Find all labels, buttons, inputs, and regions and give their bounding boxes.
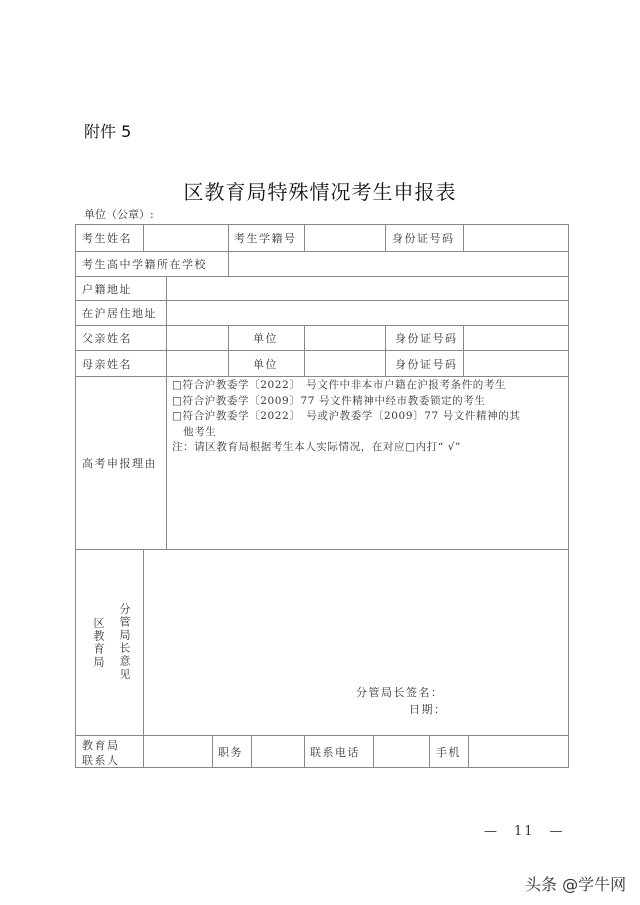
position-label: 职务: [218, 746, 243, 759]
reason-option-2[interactable]: □符合沪教委学〔2009〕77 号文件精神中经市教委锁定的考生: [172, 394, 486, 407]
reason-note: 注：请区教育局根据考生本人实际情况，在对应□内打“ √”: [172, 441, 461, 453]
date-label: 日期：: [409, 703, 447, 716]
reason-options: [172, 378, 520, 456]
shanghai-address-field[interactable]: [166, 300, 569, 326]
student-name-label: 考生姓名: [82, 232, 132, 245]
reason-option-3-cont: 他考生: [172, 425, 217, 438]
opinion-field[interactable]: [143, 549, 569, 736]
page-title: 区教育局特殊情况考生申报表: [183, 180, 457, 204]
opinion-label-district: 区教育局: [92, 617, 105, 669]
hukou-address-label: 户籍地址: [82, 283, 132, 296]
phone-field[interactable]: [373, 735, 430, 768]
school-field[interactable]: [228, 251, 569, 277]
mother-id-label: 身份证号码: [395, 358, 458, 371]
unit-seal-label: 单位（公章）:: [84, 208, 154, 221]
id-no-label: 身份证号码: [392, 232, 455, 245]
watermark: 头条 @学牛网: [525, 875, 627, 894]
student-reg-no-label: 考生学籍号: [234, 232, 297, 245]
mother-id-field[interactable]: [463, 350, 569, 377]
school-label: 考生高中学籍所在学校: [82, 258, 207, 271]
mobile-label: 手机: [436, 746, 461, 759]
cell-opinion-label: [75, 549, 144, 736]
father-name-label: 父亲姓名: [82, 332, 132, 345]
signature-label: 分管局长签名：: [356, 686, 444, 699]
page-number: — 11 —: [484, 824, 565, 839]
mother-name-field[interactable]: [166, 350, 229, 377]
reason-label: 高考申报理由: [82, 457, 157, 470]
father-unit-label: 单位: [253, 332, 278, 345]
father-unit-field[interactable]: [304, 325, 386, 351]
mobile-field[interactable]: [468, 735, 569, 768]
opinion-label-deputy: 分管局长意见: [118, 603, 131, 681]
student-name-field[interactable]: [143, 224, 229, 252]
father-id-field[interactable]: [463, 325, 569, 351]
reason-option-1[interactable]: □符合沪教委学〔2022〕 号文件中非本市户籍在沪报考条件的考生: [172, 379, 507, 391]
position-field[interactable]: [251, 735, 305, 768]
hukou-address-field[interactable]: [166, 276, 569, 301]
mother-unit-label: 单位: [253, 358, 278, 371]
attachment-label: 附件 5: [84, 122, 132, 141]
contact-name-field[interactable]: [143, 735, 213, 768]
phone-label: 联系电话: [310, 746, 360, 759]
father-id-label: 身份证号码: [395, 332, 458, 345]
student-reg-no-field[interactable]: [304, 224, 386, 252]
reason-option-3[interactable]: □符合沪教委学〔2022〕 号或沪教委学〔2009〕77 号文件精神的其: [172, 410, 521, 422]
id-no-field[interactable]: [463, 224, 569, 252]
mother-name-label: 母亲姓名: [82, 358, 132, 371]
mother-unit-field[interactable]: [304, 350, 386, 377]
father-name-field[interactable]: [166, 325, 229, 351]
contact-label-line1: 教育局: [82, 739, 120, 752]
contact-label-line2: 联系人: [82, 754, 120, 767]
shanghai-address-label: 在沪居住地址: [82, 307, 157, 320]
